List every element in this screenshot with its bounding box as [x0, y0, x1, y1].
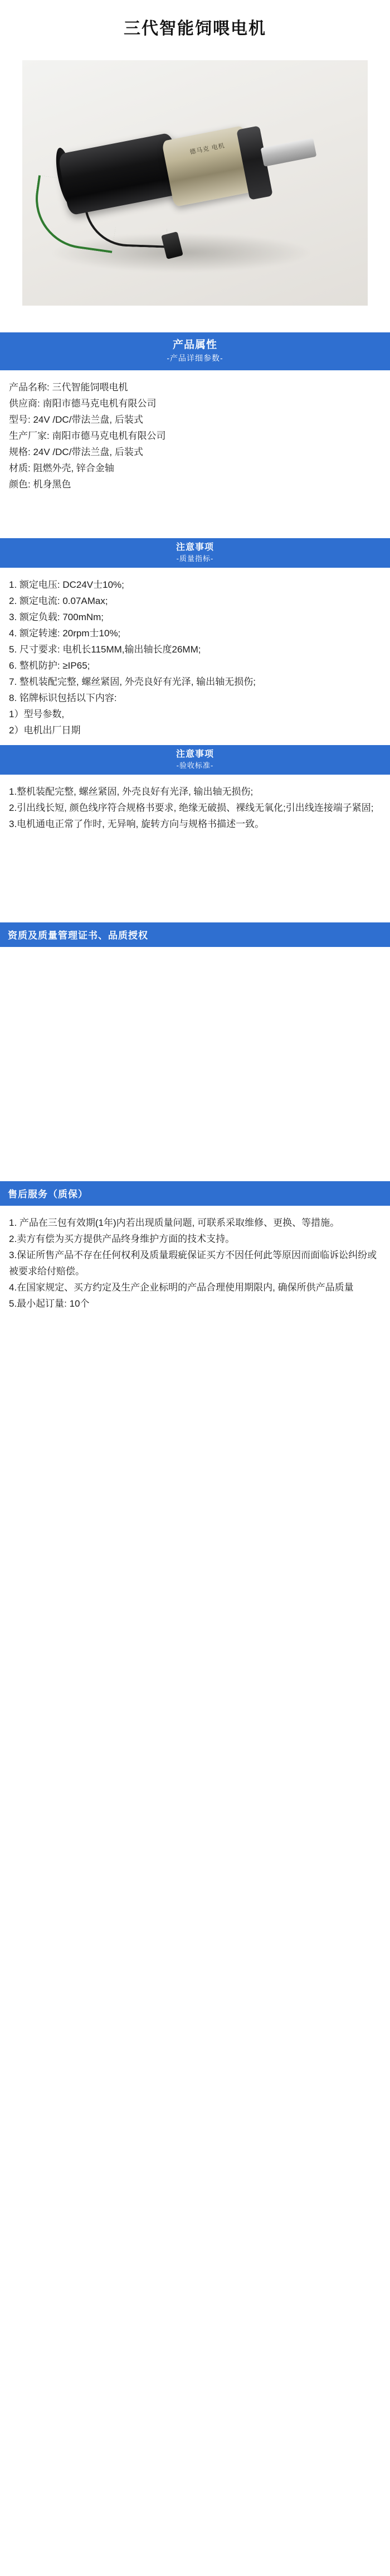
quality-line: 2）电机出厂日期	[9, 725, 81, 736]
attribute-line: 生产厂家: 南阳市德马克电机有限公司	[9, 431, 166, 441]
spacer	[0, 317, 390, 332]
after-sales-line: 3.保证所售产品不存在任何权利及质量瑕疵保证买方不因任何此等原因而面临诉讼纠纷或被要求给付赔偿。	[9, 1250, 377, 1277]
spacer	[0, 499, 390, 538]
gearbox-label: 德马克 电机	[189, 142, 226, 156]
acceptance-line: 2.引出线长短, 颜色线序符合规格书要求, 绝缘无破损、裸线无氧化;引出线连接端子紧固;	[9, 803, 374, 813]
quality-line: 2. 额定电流: 0.07AMax;	[9, 596, 108, 606]
after-sales-line: 4.在国家规定、买方约定及生产企业标明的产品合理使用期限内, 确保所供产品质量	[9, 1282, 354, 1293]
quality-subheading: -质量指标-	[176, 554, 214, 563]
after-sales-line: 5.最小起订量: 10个	[9, 1298, 90, 1309]
acceptance-body	[0, 775, 390, 839]
acceptance-subheading: -验收标准-	[176, 761, 214, 770]
quality-heading: 注意事项	[176, 543, 214, 552]
acceptance-line: 1.整机装配完整, 螺丝紧固, 外壳良好有光泽, 输出轴无损伤;	[9, 786, 254, 797]
after-sales-line: 1. 产品在三包有效期(1年)内若出现质量问题, 可联系采取维修、更换、等措施。	[9, 1217, 340, 1228]
quality-line: 4. 额定转速: 20rpm士10%;	[9, 628, 121, 639]
section-header-acceptance	[0, 745, 390, 775]
attributes-body	[0, 370, 390, 499]
section-header-after-sales: 售后服务（质保）	[0, 1181, 390, 1206]
attributes-heading: 产品属性	[172, 339, 217, 351]
quality-line: 3. 额定负载: 700mNm;	[9, 612, 104, 622]
after-sales-line: 2.卖方有偿为买方提供产品终身维护方面的技术支持。	[9, 1234, 235, 1244]
attribute-line: 供应商: 南阳市德马克电机有限公司	[9, 398, 157, 409]
after-sales-body	[0, 1206, 390, 1318]
attribute-line: 材质: 阻燃外壳, 锌合金轴	[9, 463, 114, 473]
product-photo	[0, 49, 390, 317]
quality-line: 8. 铭牌标识包括以下内容:	[9, 693, 117, 703]
quality-line: 6. 整机防护: ≥IP65;	[9, 660, 90, 671]
spacer	[0, 839, 390, 922]
attribute-line: 规格: 24V /DC/带法兰盘, 后装式	[9, 447, 143, 457]
attributes-subheading: -产品详细参数-	[167, 354, 223, 363]
attribute-line: 产品名称: 三代智能饲喂电机	[9, 382, 128, 393]
quality-line: 7. 整机装配完整, 螺丝紧固, 外壳良好有光泽, 输出轴无损伤;	[9, 676, 256, 687]
page-title: 三代智能饲喂电机	[124, 20, 266, 38]
quality-line: 1. 额定电压: DC24V士10%;	[9, 579, 124, 590]
acceptance-heading: 注意事项	[176, 750, 214, 759]
section-header-certificate: 资质及质量管理证书、品质授权	[0, 922, 390, 947]
quality-line: 5. 尺寸要求: 电机长115MM,输出轴长度26MM;	[9, 644, 201, 655]
photo-canvas	[0, 49, 390, 317]
certificate-gallery	[0, 947, 390, 1181]
section-header-quality	[0, 538, 390, 568]
section-header-attributes	[0, 332, 390, 370]
attribute-line: 型号: 24V /DC/带法兰盘, 后装式	[9, 414, 143, 425]
quality-body	[0, 568, 390, 745]
attribute-line: 颜色: 机身黑色	[9, 479, 71, 490]
acceptance-line: 3.电机通电正常了作时, 无异响, 旋转方向与规格书描述一致。	[9, 819, 265, 829]
quality-line: 1）型号参数,	[9, 709, 65, 719]
